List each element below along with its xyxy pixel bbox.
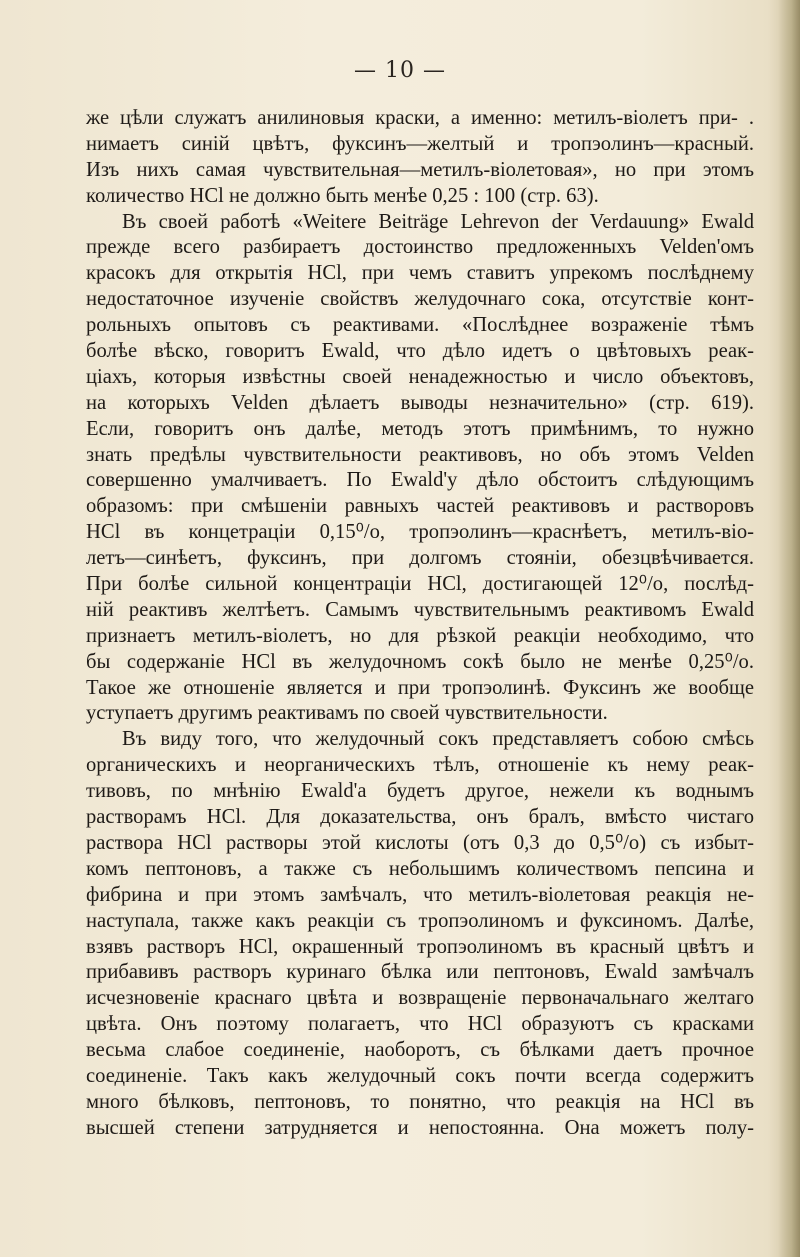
text-line: Такое же отношеніе является и при тропэолинѣ. Фуксинъ же вообще [86, 676, 754, 699]
text-line: недостаточное изученіе свойствъ желудочнаго сока, отсутствіе конт- [86, 288, 754, 311]
text-line: наступала, также какъ реакціи съ тропэолиномъ и фуксиномъ. Далѣе, [86, 909, 754, 932]
text-line: ціахъ, которыя извѣстны своей ненадежностью и число объектовъ, [86, 365, 754, 388]
page-number: — 10 — [354, 58, 446, 83]
text-line: ній реактивъ желтѣетъ. Самымъ чувствительнымъ реактивомъ Ewald [86, 598, 754, 621]
text-line: цвѣта. Онъ поэтому полагаетъ, что HCl образуютъ съ красками [86, 1013, 754, 1036]
text-line: образомъ: при смѣшеніи равныхъ частей реактивовъ и растворовъ [86, 495, 754, 518]
text-line: органическихъ и неорганическихъ тѣлъ, отношеніе къ нему реак- [86, 754, 754, 777]
text-line: Изъ нихъ самая чувствительная—метилъ-віолетовая», но при этомъ [86, 158, 754, 181]
body-text [86, 106, 754, 1142]
text-line: много бѣлковъ, пептоновъ, то понятно, что реакція на HCl въ [86, 1090, 754, 1113]
text-line: же цѣли служатъ анилиновыя краски, а именно: метилъ-віолетъ при- . [86, 107, 754, 129]
text-line: Въ своей работѣ «Weitere Beiträge Lehrevon der Verdauung» Ewald [122, 210, 754, 233]
text-line: При болѣе сильной концентраціи HCl, достигающей 12⁰/о, послѣд- [86, 573, 754, 596]
text-line: прежде всего разбираетъ достоинство предложенныхъ Velden'омъ [86, 236, 754, 259]
text-line: взявъ растворъ HCl, окрашенный тропэолиномъ въ красный цвѣтъ и [86, 935, 754, 958]
text-line: уступаетъ другимъ реактивамъ по своей чувствительности. [86, 702, 608, 725]
text-line: летъ—синѣетъ, фуксинъ, при долгомъ стояніи, обезцвѣчивается. [86, 547, 754, 570]
text-line: растворамъ HCl. Для доказательства, онъ бралъ, вмѣсто чистаго [86, 806, 754, 829]
text-line: совершенно умалчиваетъ. По Ewald'у дѣло обстоитъ слѣдующимъ [86, 469, 754, 492]
page-edge-shadow [778, 0, 800, 1257]
text-line: фибрина и при этомъ замѣчалъ, что метилъ-віолетовая реакція не- [86, 883, 754, 906]
text-line: знать предѣлы чувствительности реактивовъ, но объ этомъ Velden [86, 443, 754, 466]
text-line: исчезновеніе краснаго цвѣта и возвращеніе первоначальнаго желтаго [86, 987, 754, 1010]
text-line: бы содержаніе HCl въ желудочномъ сокѣ было не менѣе 0,25⁰/о. [86, 650, 754, 673]
text-line: красокъ для открытія HCl, при чемъ ставитъ упрекомъ послѣднему [86, 262, 754, 285]
text-line: признаетъ метилъ-віолетъ, но для рѣзкой реакціи необходимо, что [86, 624, 754, 647]
text-line: Въ виду того, что желудочный сокъ представляетъ собою смѣсь [122, 728, 754, 751]
text-line: тивовъ, по мнѣнію Ewald'а будетъ другое, нежели къ воднымъ [86, 780, 754, 803]
text-line: нимаетъ синій цвѣтъ, фуксинъ—желтый и тропэолинъ—красный. [86, 132, 754, 155]
text-line: соединеніе. Такъ какъ желудочный сокъ почти всегда содержитъ [86, 1064, 754, 1087]
text-line: болѣе вѣско, говоритъ Ewald, что дѣло идетъ о цвѣтовыхъ реак- [86, 340, 754, 363]
text-line: количество HCl не должно быть менѣе 0,25 : 100 (стр. 63). [86, 184, 599, 207]
text-line: на которыхъ Velden дѣлаетъ выводы незначительно» (стр. 619). [86, 391, 754, 414]
text-line: раствора HCl растворы этой кислоты (отъ 0,3 до 0,5⁰/о) съ избыт- [86, 831, 754, 854]
text-line: HCl въ концетраціи 0,15⁰/о, тропэолинъ—краснѣетъ, метилъ-віо- [86, 521, 754, 544]
text-line: прибавивъ растворъ куринаго бѣлка или пептоновъ, Ewald замѣчалъ [86, 961, 754, 984]
text-line: весьма слабое соединеніе, наоборотъ, съ бѣлками даетъ прочное [86, 1039, 754, 1062]
text-line: высшей степени затрудняется и непостоянна. Она можетъ полу- [86, 1116, 754, 1139]
text-line: Если, говоритъ онъ далѣе, методъ этотъ примѣнимъ, то нужно [86, 417, 754, 440]
text-line: комъ пептоновъ, а также съ небольшимъ количествомъ пепсина и [86, 857, 754, 880]
text-line: рольныхъ опытовъ съ реактивами. «Послѣднее возраженіе тѣмъ [86, 314, 754, 337]
